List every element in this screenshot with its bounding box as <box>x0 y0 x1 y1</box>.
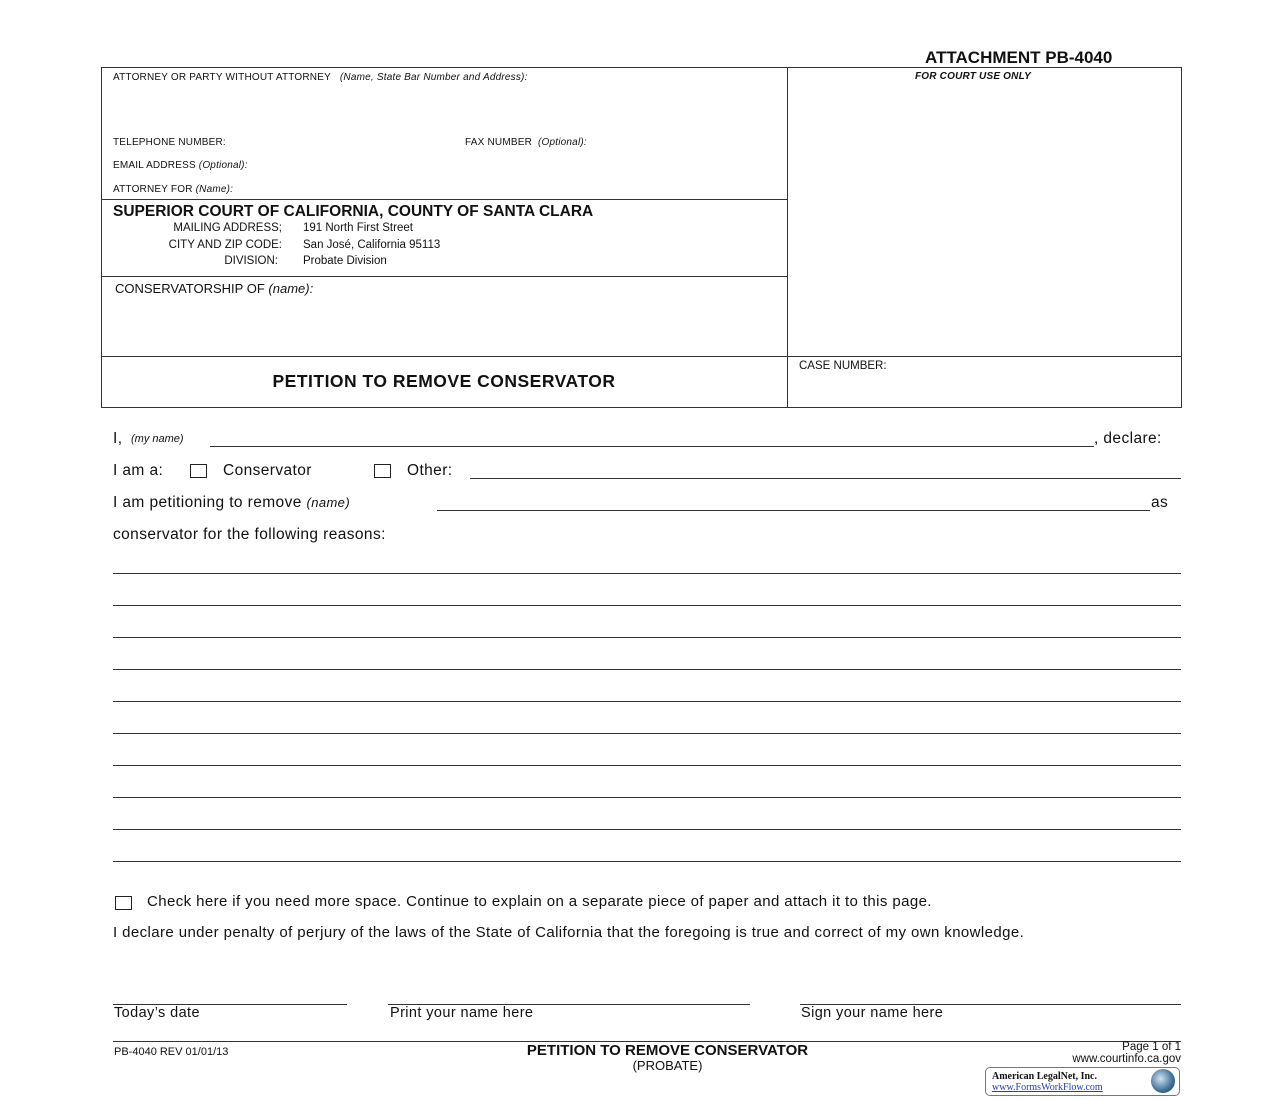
division-label: DIVISION: <box>224 255 278 267</box>
court-website: www.courtinfo.ca.gov <box>1072 1053 1181 1065</box>
city-label: CITY AND ZIP CODE: <box>168 239 282 251</box>
mailing-address: 191 North First Street <box>303 222 413 234</box>
other-label: Other: <box>407 462 453 479</box>
attachment-id: ATTACHMENT PB-4040 <box>925 48 1113 67</box>
attorney-label: ATTORNEY OR PARTY WITHOUT ATTORNEY (Name, State Bar Number and Address): <box>113 72 528 83</box>
footer-title: PETITION TO REMOVE CONSERVATOR <box>526 1042 809 1059</box>
case-number-label: CASE NUMBER: <box>799 360 887 372</box>
fax-label: FAX NUMBER (Optional): <box>465 137 587 148</box>
date-label: Today’s date <box>114 1005 200 1021</box>
page-number: Page 1 of 1 <box>1122 1041 1181 1053</box>
declaration-text: I declare under penalty of perjury of the laws of the State of California that the foregoing is true and correct of my own knowledge. <box>113 924 1025 941</box>
footer-subtitle: (PROBATE) <box>632 1058 703 1073</box>
my-name-field[interactable] <box>210 446 1094 447</box>
as-label: as <box>1151 494 1169 511</box>
print-name-label: Print your name here <box>390 1005 534 1021</box>
form-title: PETITION TO REMOVE CONSERVATOR <box>272 371 616 391</box>
more-space-checkbox[interactable] <box>115 896 132 910</box>
i-label: I, <box>113 430 123 447</box>
badge-link[interactable]: www.FormsWorkFlow.com <box>992 1082 1103 1093</box>
i-am-a-label: I am a: <box>113 462 164 479</box>
city-zip: San José, California 95113 <box>303 239 441 251</box>
court-name: SUPERIOR COURT OF CALIFORNIA, COUNTY OF SANTA CLARA <box>113 203 594 220</box>
declare-label: , declare: <box>1094 430 1162 447</box>
form-id: PB-4040 REV 01/01/13 <box>114 1046 229 1058</box>
globe-icon <box>1151 1069 1175 1093</box>
sign-name-label: Sign your name here <box>801 1005 944 1021</box>
more-space-label: Check here if you need more space. Continue to explain on a separate piece of paper and attach it to this page. <box>147 893 932 910</box>
legalnet-badge[interactable] <box>985 1067 1180 1096</box>
conservator-label: Conservator <box>223 462 312 479</box>
division: Probate Division <box>303 255 387 267</box>
conservator-checkbox[interactable] <box>190 464 207 478</box>
remove-name-field[interactable] <box>437 510 1150 511</box>
attorney-for-label: ATTORNEY FOR (Name): <box>113 184 234 195</box>
court-use-label: FOR COURT USE ONLY <box>915 71 1032 82</box>
email-label: EMAIL ADDRESS (Optional): <box>113 160 248 171</box>
conservatorship-label: CONSERVATORSHIP OF (name): <box>115 281 314 296</box>
badge-name: American LegalNet, Inc. <box>992 1071 1097 1082</box>
other-checkbox[interactable] <box>374 464 391 478</box>
petitioning-label: I am petitioning to remove (name) <box>113 494 351 511</box>
telephone-label: TELEPHONE NUMBER: <box>113 137 226 148</box>
reasons-label: conservator for the following reasons: <box>113 526 386 543</box>
mailing-label: MAILING ADDRESS; <box>173 222 282 234</box>
my-name-hint: (my name) <box>131 433 184 445</box>
other-field[interactable] <box>470 478 1181 479</box>
